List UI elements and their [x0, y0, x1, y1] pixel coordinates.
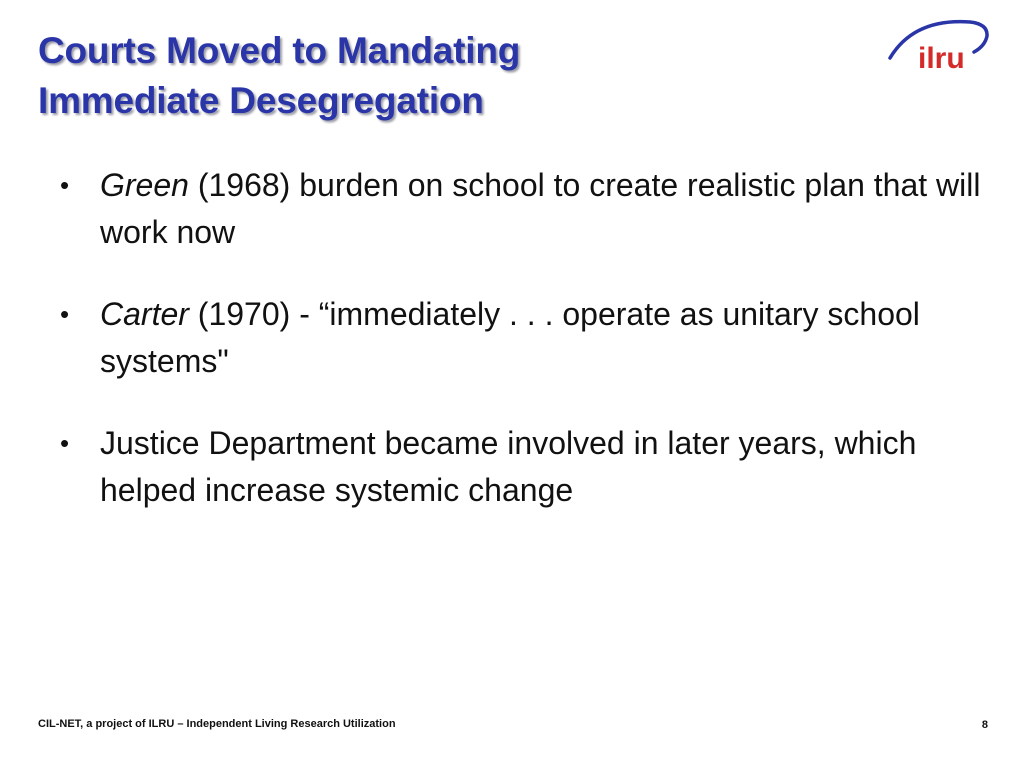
bullet-dot-icon: • [60, 170, 70, 200]
logo-text: ilru [918, 42, 965, 75]
slide-title-line-2: Immediate Desegregation [38, 80, 484, 121]
bullet-dot-icon: • [60, 428, 70, 458]
bullet-list [58, 162, 988, 549]
footer-text: CIL-NET, a project of ILRU – Independent Living Research Utilization [38, 718, 396, 730]
page-number: 8 [981, 719, 988, 731]
bullet-item-green [58, 162, 988, 256]
bullet-text: Justice Department became involved in later years, which helped increase systemic change [100, 425, 917, 508]
case-name: Carter [100, 296, 189, 332]
slide-title [38, 26, 520, 126]
case-name: Green [100, 167, 189, 203]
bullet-text: (1968) burden on school to create realistic plan that will work now [100, 167, 981, 250]
bullet-text: (1970) - “immediately . . . operate as unitary school systems" [100, 296, 920, 379]
bullet-dot-icon: • [60, 299, 70, 329]
bullet-item-carter [58, 291, 988, 385]
slide-title-line-1: Courts Moved to Mandating [38, 30, 521, 71]
ilru-logo [884, 14, 992, 76]
bullet-item-justice-department [58, 420, 988, 514]
ilru-logo-icon [884, 14, 992, 76]
